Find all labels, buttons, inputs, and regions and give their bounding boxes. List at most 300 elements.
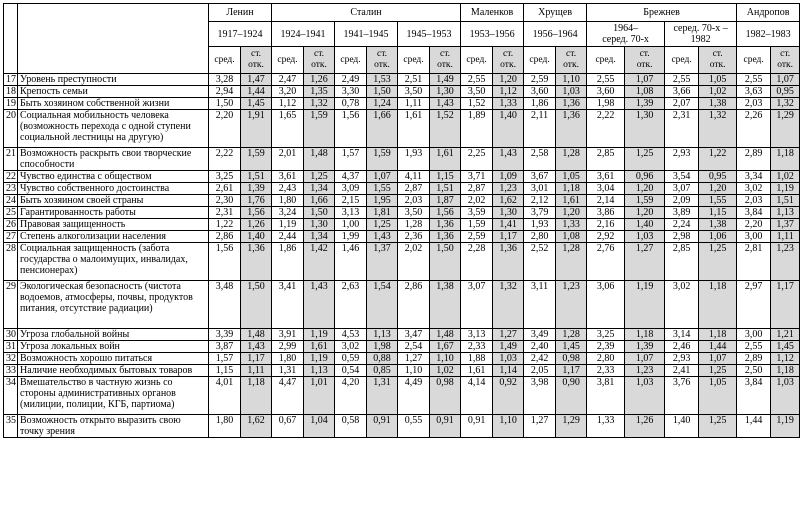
cell-sd: 1,61 (556, 195, 587, 207)
cell-sd: 0,96 (625, 171, 665, 183)
cell-sd: 1,61 (304, 341, 335, 353)
cell-sd: 0,90 (556, 377, 587, 415)
header-period: 1924–1941 (272, 22, 335, 47)
cell-mean: 1,19 (272, 219, 304, 231)
cell-sd: 1,07 (699, 353, 737, 365)
cell-mean: 3,13 (461, 329, 493, 341)
cell-sd: 1,17 (771, 281, 800, 329)
cell-mean: 2,43 (272, 183, 304, 195)
cell-mean: 2,80 (524, 231, 556, 243)
cell-mean: 2,26 (737, 110, 771, 148)
cell-sd: 1,25 (699, 365, 737, 377)
cell-sd: 1,59 (304, 110, 335, 148)
cell-mean: 1,52 (461, 98, 493, 110)
cell-sd: 1,38 (699, 219, 737, 231)
cell-sd: 1,32 (699, 110, 737, 148)
table-row (4, 148, 800, 171)
cell-sd: 1,36 (430, 231, 461, 243)
subheader-mean: сред. (665, 47, 699, 74)
row-number: 19 (4, 98, 18, 110)
table-row (4, 415, 800, 438)
cell-sd: 1,18 (699, 281, 737, 329)
cell-sd: 1,20 (625, 207, 665, 219)
row-number: 34 (4, 377, 18, 415)
cell-mean: 0,58 (335, 415, 367, 438)
cell-sd: 1,26 (241, 219, 272, 231)
cell-mean: 2,86 (398, 281, 430, 329)
row-number: 27 (4, 231, 18, 243)
cell-mean: 0,67 (272, 415, 304, 438)
cell-mean: 2,11 (524, 110, 556, 148)
cell-sd: 1,53 (367, 74, 398, 86)
cell-mean: 2,51 (398, 74, 430, 86)
cell-sd: 1,04 (304, 415, 335, 438)
cell-sd: 1,36 (556, 98, 587, 110)
subheader-sd: ст. отк. (241, 47, 272, 74)
cell-sd: 1,59 (241, 148, 272, 171)
cell-sd: 1,28 (556, 148, 587, 171)
row-label: Степень алкоголизации населения (18, 231, 209, 243)
cell-mean: 0,59 (335, 353, 367, 365)
cell-sd: 1,32 (304, 98, 335, 110)
cell-mean: 3,00 (737, 329, 771, 341)
cell-mean: 2,85 (665, 243, 699, 281)
cell-sd: 1,17 (241, 353, 272, 365)
cell-sd: 1,18 (771, 148, 800, 171)
cell-sd: 1,49 (430, 74, 461, 86)
cell-mean: 2,55 (737, 341, 771, 353)
table-row (4, 353, 800, 365)
cell-mean: 2,49 (335, 74, 367, 86)
cell-sd: 1,39 (625, 341, 665, 353)
cell-sd: 1,43 (430, 98, 461, 110)
subheader-sd: ст. отк. (699, 47, 737, 74)
cell-sd: 1,36 (241, 243, 272, 281)
table-body (4, 74, 800, 438)
cell-sd: 1,43 (241, 341, 272, 353)
subheader-mean: сред. (587, 47, 625, 74)
cell-mean: 2,03 (398, 195, 430, 207)
cell-sd: 1,51 (241, 171, 272, 183)
cell-sd: 1,34 (304, 231, 335, 243)
cell-sd: 1,59 (625, 195, 665, 207)
cell-mean: 2,59 (524, 74, 556, 86)
cell-mean: 2,30 (209, 195, 241, 207)
cell-sd: 1,08 (556, 231, 587, 243)
cell-sd: 1,20 (556, 207, 587, 219)
cell-mean: 2,02 (398, 243, 430, 281)
table-row (4, 171, 800, 183)
cell-mean: 3,30 (335, 86, 367, 98)
cell-mean: 2,93 (665, 353, 699, 365)
cell-sd: 1,03 (493, 353, 524, 365)
row-number: 30 (4, 329, 18, 341)
cell-mean: 2,86 (209, 231, 241, 243)
row-label: Угроза глобальной войны (18, 329, 209, 341)
cell-mean: 1,46 (335, 243, 367, 281)
cell-sd: 1,40 (493, 110, 524, 148)
cell-mean: 2,28 (461, 243, 493, 281)
cell-mean: 1,33 (587, 415, 625, 438)
cell-mean: 3,07 (665, 183, 699, 195)
table-row (4, 98, 800, 110)
cell-mean: 3,66 (665, 86, 699, 98)
table-row (4, 365, 800, 377)
cell-mean: 3,24 (272, 207, 304, 219)
cell-mean: 2,07 (665, 98, 699, 110)
cell-mean: 2,98 (665, 231, 699, 243)
cell-sd: 1,19 (771, 183, 800, 195)
cell-sd: 1,23 (556, 281, 587, 329)
table-row (4, 110, 800, 148)
cell-sd: 1,38 (430, 281, 461, 329)
cell-sd: 1,67 (430, 341, 461, 353)
cell-mean: 2,99 (272, 341, 304, 353)
cell-mean: 3,14 (665, 329, 699, 341)
header-corner-num (4, 4, 18, 74)
cell-mean: 2,01 (272, 148, 304, 171)
cell-mean: 3,39 (209, 329, 241, 341)
subheader-sd: ст. отк. (493, 47, 524, 74)
row-label: Чувство собственного достоинства (18, 183, 209, 195)
row-label: Экологическая безопасность (чистота водоемов, атмосферы, почвы, продуктов питания, отсутствие радиации) (18, 281, 209, 329)
table-row (4, 377, 800, 415)
cell-sd: 1,07 (771, 74, 800, 86)
cell-mean: 3,89 (665, 207, 699, 219)
row-label: Гарантированность работы (18, 207, 209, 219)
cell-mean: 2,24 (665, 219, 699, 231)
cell-mean: 1,57 (209, 353, 241, 365)
cell-sd: 1,35 (304, 86, 335, 98)
cell-mean: 2,15 (335, 195, 367, 207)
cell-sd: 1,39 (625, 98, 665, 110)
cell-sd: 0,91 (367, 415, 398, 438)
row-number: 23 (4, 183, 18, 195)
table-row (4, 74, 800, 86)
cell-sd: 1,11 (771, 231, 800, 243)
cell-mean: 2,44 (272, 231, 304, 243)
cell-sd: 1,33 (493, 98, 524, 110)
subheader-sd: ст. отк. (430, 47, 461, 74)
cell-mean: 3,04 (587, 183, 625, 195)
cell-mean: 3,60 (587, 86, 625, 98)
row-number: 18 (4, 86, 18, 98)
cell-sd: 1,02 (430, 365, 461, 377)
row-label: Вмешательство в частную жизнь со стороны административных органов (милиции, полиции, КГБ, партиома) (18, 377, 209, 415)
table-row (4, 207, 800, 219)
cell-mean: 2,55 (665, 74, 699, 86)
data-table (3, 3, 800, 438)
cell-mean: 3,48 (209, 281, 241, 329)
cell-mean: 2,93 (665, 148, 699, 171)
cell-mean: 1,40 (665, 415, 699, 438)
cell-mean: 2,54 (398, 341, 430, 353)
cell-mean: 1,93 (398, 148, 430, 171)
header-leader: Ленин (209, 4, 272, 22)
cell-sd: 1,15 (699, 207, 737, 219)
cell-mean: 1,61 (461, 365, 493, 377)
cell-mean: 1,80 (272, 353, 304, 365)
subheader-mean: сред. (272, 47, 304, 74)
cell-sd: 1,09 (493, 171, 524, 183)
cell-sd: 1,08 (625, 86, 665, 98)
row-number: 20 (4, 110, 18, 148)
cell-mean: 1,11 (398, 98, 430, 110)
header-period: 1945–1953 (398, 22, 461, 47)
cell-sd: 1,43 (304, 281, 335, 329)
cell-sd: 1,18 (556, 183, 587, 195)
cell-mean: 2,92 (587, 231, 625, 243)
cell-sd: 1,18 (241, 377, 272, 415)
cell-mean: 1,31 (272, 365, 304, 377)
cell-mean: 1,00 (335, 219, 367, 231)
cell-mean: 2,31 (209, 207, 241, 219)
cell-mean: 3,25 (209, 171, 241, 183)
cell-sd: 1,13 (367, 329, 398, 341)
cell-mean: 2,12 (524, 195, 556, 207)
cell-sd: 0,95 (699, 171, 737, 183)
cell-mean: 2,20 (209, 110, 241, 148)
cell-mean: 1,88 (461, 353, 493, 365)
cell-mean: 2,87 (398, 183, 430, 195)
cell-mean: 3,84 (737, 207, 771, 219)
subheader-mean: сред. (737, 47, 771, 74)
subheader-sd: ст. отк. (771, 47, 800, 74)
cell-mean: 2,16 (587, 219, 625, 231)
row-number: 28 (4, 243, 18, 281)
cell-mean: 1,89 (461, 110, 493, 148)
cell-sd: 1,45 (556, 341, 587, 353)
cell-sd: 1,03 (556, 86, 587, 98)
cell-mean: 1,22 (209, 219, 241, 231)
row-number: 35 (4, 415, 18, 438)
cell-sd: 1,33 (556, 219, 587, 231)
cell-mean: 2,03 (737, 195, 771, 207)
cell-mean: 0,54 (335, 365, 367, 377)
cell-mean: 3,59 (461, 207, 493, 219)
cell-mean: 1,80 (272, 195, 304, 207)
cell-mean: 1,57 (335, 148, 367, 171)
cell-mean: 1,93 (524, 219, 556, 231)
cell-sd: 1,51 (771, 195, 800, 207)
cell-mean: 1,50 (209, 98, 241, 110)
cell-sd: 1,61 (430, 148, 461, 171)
cell-mean: 2,05 (524, 365, 556, 377)
cell-mean: 1,80 (209, 415, 241, 438)
cell-sd: 1,40 (241, 231, 272, 243)
header-period: 1982–1983 (737, 22, 800, 47)
cell-mean: 3,50 (461, 86, 493, 98)
table-row (4, 86, 800, 98)
cell-sd: 1,42 (304, 243, 335, 281)
cell-sd: 1,30 (493, 207, 524, 219)
cell-mean: 3,67 (524, 171, 556, 183)
cell-sd: 1,13 (304, 365, 335, 377)
cell-sd: 1,20 (699, 183, 737, 195)
cell-sd: 1,36 (430, 219, 461, 231)
cell-mean: 3,61 (272, 171, 304, 183)
row-label: Чувство единства с обществом (18, 171, 209, 183)
cell-mean: 3,20 (272, 86, 304, 98)
cell-mean: 2,02 (461, 195, 493, 207)
cell-mean: 2,61 (209, 183, 241, 195)
cell-mean: 3,13 (335, 207, 367, 219)
cell-sd: 1,45 (771, 341, 800, 353)
cell-mean: 2,33 (587, 365, 625, 377)
cell-mean: 4,11 (398, 171, 430, 183)
cell-mean: 2,40 (524, 341, 556, 353)
row-number: 29 (4, 281, 18, 329)
cell-sd: 1,03 (771, 377, 800, 415)
cell-sd: 1,54 (367, 281, 398, 329)
cell-sd: 1,05 (699, 377, 737, 415)
subheader-sd: ст. отк. (304, 47, 335, 74)
cell-mean: 3,87 (209, 341, 241, 353)
cell-mean: 3,50 (398, 86, 430, 98)
subheader-mean: сред. (461, 47, 493, 74)
cell-mean: 1,86 (272, 243, 304, 281)
row-number: 33 (4, 365, 18, 377)
row-number: 24 (4, 195, 18, 207)
header-period: 1956–1964 (524, 22, 587, 47)
cell-sd: 1,25 (304, 171, 335, 183)
cell-mean: 1,27 (524, 415, 556, 438)
cell-sd: 1,25 (699, 243, 737, 281)
cell-mean: 1,15 (209, 365, 241, 377)
row-number: 32 (4, 353, 18, 365)
header-period: 1953–1956 (461, 22, 524, 47)
cell-mean: 1,12 (272, 98, 304, 110)
cell-mean: 3,02 (335, 341, 367, 353)
row-label: Угроза локальных войн (18, 341, 209, 353)
cell-sd: 1,30 (625, 110, 665, 148)
cell-sd: 1,02 (771, 171, 800, 183)
header-period: 1964– серед. 70-х (587, 22, 665, 47)
subheader-mean: сред. (209, 47, 241, 74)
cell-mean: 2,22 (209, 148, 241, 171)
table-row (4, 195, 800, 207)
cell-mean: 3,00 (737, 231, 771, 243)
cell-sd: 1,32 (493, 281, 524, 329)
cell-sd: 1,13 (771, 207, 800, 219)
cell-mean: 3,02 (737, 183, 771, 195)
cell-sd: 1,38 (699, 98, 737, 110)
cell-sd: 1,01 (304, 377, 335, 415)
cell-mean: 4,49 (398, 377, 430, 415)
cell-mean: 2,55 (461, 74, 493, 86)
cell-sd: 1,10 (556, 74, 587, 86)
cell-sd: 1,25 (699, 415, 737, 438)
row-label: Правовая защищенность (18, 219, 209, 231)
cell-sd: 1,37 (771, 219, 800, 231)
cell-mean: 1,61 (398, 110, 430, 148)
header-corner-label (18, 4, 209, 74)
cell-sd: 1,07 (625, 74, 665, 86)
cell-mean: 2,09 (665, 195, 699, 207)
cell-mean: 1,10 (398, 365, 430, 377)
cell-sd: 1,34 (304, 183, 335, 195)
cell-mean: 3,76 (665, 377, 699, 415)
cell-sd: 1,48 (241, 329, 272, 341)
cell-sd: 1,14 (493, 365, 524, 377)
cell-mean: 2,42 (524, 353, 556, 365)
cell-mean: 1,28 (398, 219, 430, 231)
cell-sd: 1,44 (699, 341, 737, 353)
cell-mean: 1,27 (398, 353, 430, 365)
cell-sd: 1,39 (241, 183, 272, 195)
cell-mean: 2,89 (737, 148, 771, 171)
cell-sd: 1,66 (367, 110, 398, 148)
cell-sd: 1,91 (241, 110, 272, 148)
cell-mean: 3,49 (524, 329, 556, 341)
cell-sd: 1,28 (556, 329, 587, 341)
cell-sd: 1,24 (367, 98, 398, 110)
header-leader: Хрущев (524, 4, 587, 22)
cell-mean: 1,44 (737, 415, 771, 438)
header-period: 1917–1924 (209, 22, 272, 47)
cell-sd: 1,23 (493, 183, 524, 195)
row-number: 21 (4, 148, 18, 171)
cell-mean: 2,33 (461, 341, 493, 353)
row-label: Быть хозяином своей страны (18, 195, 209, 207)
cell-sd: 1,41 (493, 219, 524, 231)
cell-sd: 1,48 (304, 148, 335, 171)
cell-mean: 2,41 (665, 365, 699, 377)
cell-sd: 1,21 (771, 329, 800, 341)
cell-mean: 1,98 (587, 98, 625, 110)
cell-sd: 1,07 (367, 171, 398, 183)
cell-sd: 1,50 (304, 207, 335, 219)
cell-sd: 1,26 (625, 415, 665, 438)
cell-mean: 3,28 (209, 74, 241, 86)
cell-mean: 3,63 (737, 86, 771, 98)
cell-sd: 1,31 (367, 377, 398, 415)
cell-mean: 2,50 (737, 365, 771, 377)
cell-sd: 1,25 (367, 219, 398, 231)
cell-mean: 0,55 (398, 415, 430, 438)
cell-sd: 1,17 (493, 231, 524, 243)
cell-mean: 1,99 (335, 231, 367, 243)
row-number: 25 (4, 207, 18, 219)
cell-sd: 1,02 (699, 86, 737, 98)
cell-sd: 1,03 (625, 377, 665, 415)
cell-mean: 2,81 (737, 243, 771, 281)
cell-sd: 1,98 (367, 341, 398, 353)
cell-mean: 2,14 (587, 195, 625, 207)
cell-sd: 1,12 (493, 86, 524, 98)
cell-mean: 3,79 (524, 207, 556, 219)
cell-sd: 1,50 (430, 243, 461, 281)
row-label: Возможность хорошо питаться (18, 353, 209, 365)
cell-mean: 2,36 (398, 231, 430, 243)
cell-mean: 4,20 (335, 377, 367, 415)
cell-sd: 1,26 (304, 74, 335, 86)
cell-sd: 1,87 (430, 195, 461, 207)
row-number: 17 (4, 74, 18, 86)
header-leader: Сталин (272, 4, 461, 22)
cell-sd: 0,95 (771, 86, 800, 98)
cell-sd: 1,20 (493, 74, 524, 86)
cell-mean: 3,91 (272, 329, 304, 341)
cell-sd: 1,32 (771, 98, 800, 110)
cell-mean: 3,98 (524, 377, 556, 415)
cell-sd: 1,44 (241, 86, 272, 98)
cell-mean: 4,53 (335, 329, 367, 341)
cell-sd: 1,29 (771, 110, 800, 148)
cell-mean: 3,84 (737, 377, 771, 415)
cell-sd: 1,56 (430, 207, 461, 219)
row-number: 31 (4, 341, 18, 353)
